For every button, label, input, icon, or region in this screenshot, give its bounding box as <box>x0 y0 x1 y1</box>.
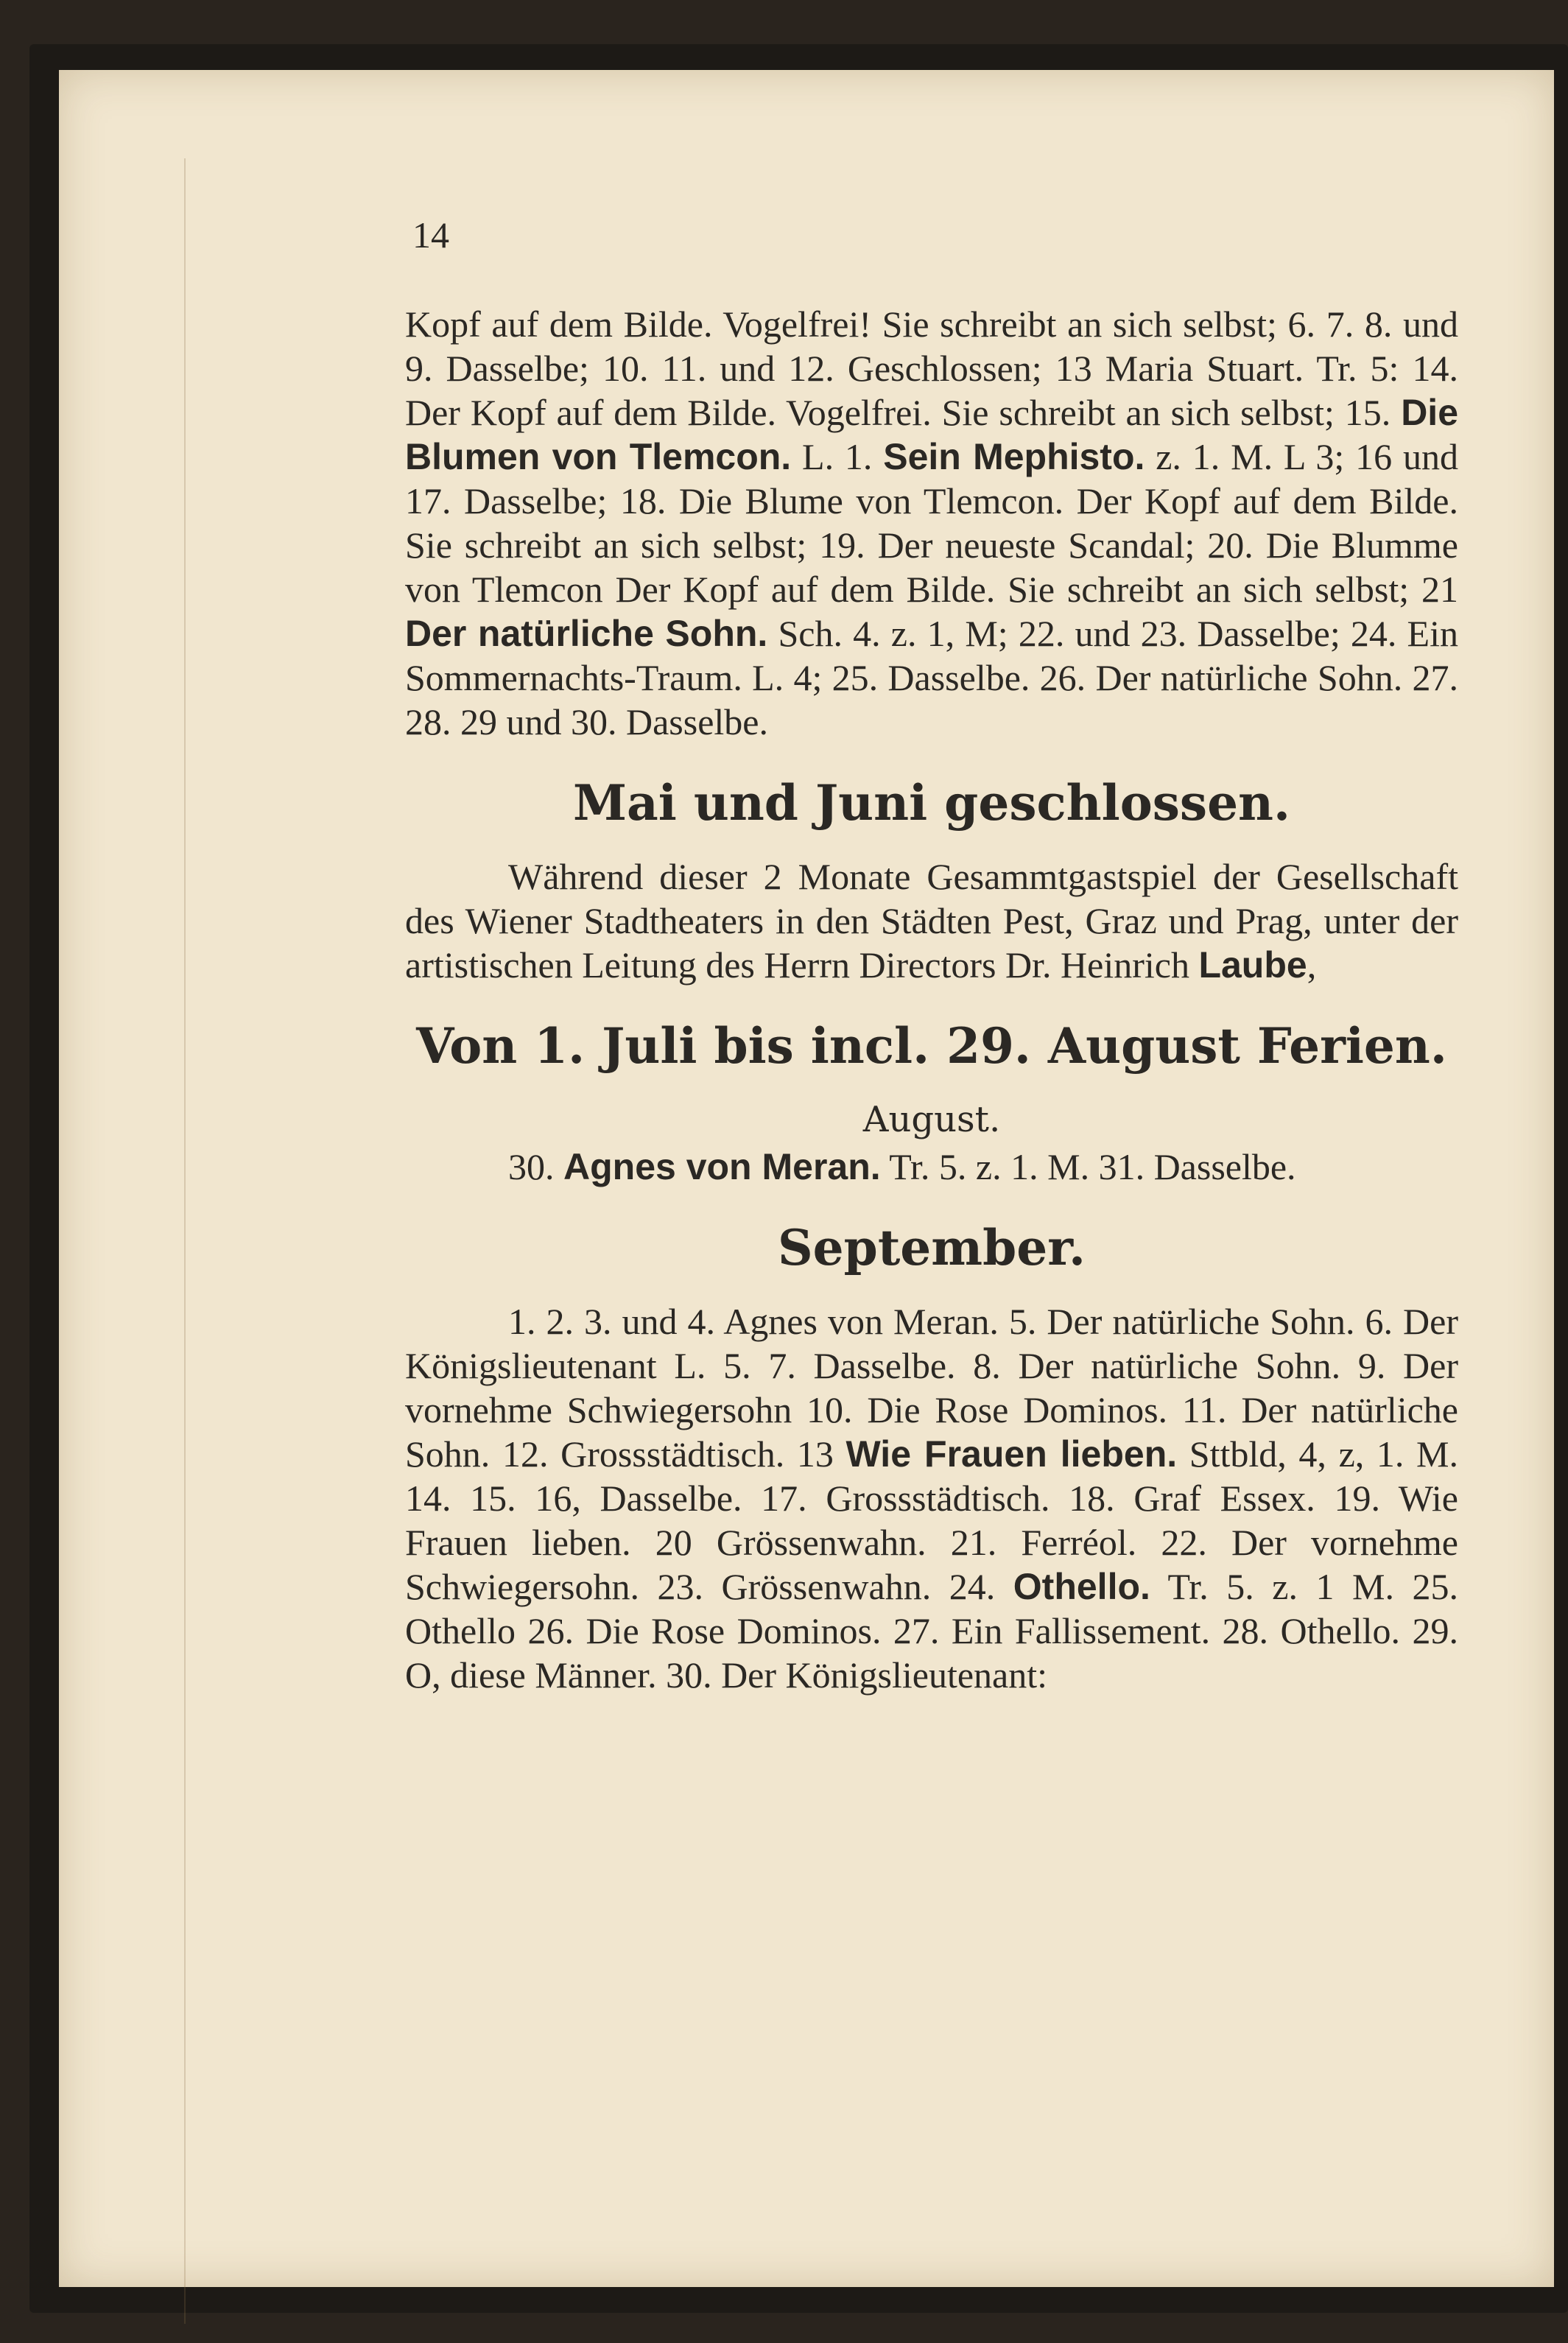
text-run: 1. 2. 3. und 4. Agnes von Meran. 5. Der natürliche Sohn. 6. Der Königslieutenant L. 5. 7. Dasselbe. 8. Der natürliche Sohn. 9. Der vornehme Schwiegersohn 10. Die Rose Dominos. 11. Der natürliche Sohn. 12. Grossstädtisch. 13 <box>405 1301 1458 1475</box>
text-run: Tr. 5. z. 1 M. 25. Othello 26. Die Rose Dominos. 27. Ein Fallissement. 28. Othello. 29. O, diese Männer. 30. Der Königslieutenant: <box>405 1566 1458 1696</box>
heading-september: September. <box>778 1219 1086 1276</box>
play-title: Der natürliche Sohn. <box>405 613 768 654</box>
text-run: Sttbld, 4, z, 1. M. 14. 15. 16, Dasselbe. 17. Grossstädtisch. 18. Graf Essex. 19. Wie Frauen lieben. 20 Grössenwahn. 21. Ferréol. 22. Der vornehme Schwiegersohn. 23. Grössenwahn. 24. <box>405 1433 1459 1607</box>
text-run: , <box>1307 944 1317 986</box>
subheading-august: August. <box>862 1099 1001 1140</box>
play-title: Wie Frauen lieben. <box>845 1433 1178 1475</box>
paragraph-2 <box>405 854 1458 987</box>
august-entry <box>405 1145 1458 1189</box>
heading-mai-juni: Mai und Juni geschlossen. <box>572 774 1291 832</box>
page-gutter-line <box>184 158 186 2324</box>
page-number: 14 <box>412 214 449 256</box>
play-title: Othello. <box>1013 1566 1150 1607</box>
paragraph-3 <box>405 1299 1458 1697</box>
heading-ferien: Von 1. Juli bis incl. 29. August Ferien. <box>416 1017 1447 1075</box>
play-title: Die Blumen von Tlemcon. <box>405 392 1458 477</box>
play-title: Agnes von Meran. <box>563 1146 881 1187</box>
play-title: Sein Mephisto. <box>883 436 1145 477</box>
text-run: Kopf auf dem Bilde. Vogelfrei! Sie schreibt an sich selbst; 6. 7. 8. und 9. Dasselbe; 10. 11. und 12. Geschlossen; 13 Maria Stuart. Tr. 5: 14. Der Kopf auf dem Bilde. Vogelfrei. Sie schreibt an sich selbst; 15. <box>405 303 1458 433</box>
page-text <box>405 206 1458 1697</box>
paragraph-1 <box>405 302 1458 744</box>
text-run: Sch. 4. z. 1, M; 22. und 23. Dasselbe; 24. Ein Sommernachts-Traum. L. 4; 25. Dasselbe. 26. Der natürliche Sohn. 27. 28. 29 und 30. Dasselbe. <box>405 613 1458 742</box>
text-run: Tr. 5. z. 1. M. 31. Dasselbe. <box>880 1146 1296 1187</box>
text-run: Während dieser 2 Monate Gesammtgastspiel der Gesellschaft des Wiener Stadtheaters in den Städten Pest, Graz und Prag, unter der artistischen Leitung des Herrn Directors Dr. Heinrich <box>405 856 1458 986</box>
play-title: Laube <box>1198 944 1307 986</box>
text-run: z. 1. M. L 3; 16 und 17. Dasselbe; 18. Die Blume von Tlemcon. Der Kopf auf dem Bilde. Sie schreibt an sich selbst; 19. Der neueste Scandal; 20. Die Blumme von Tlemcon Der Kopf auf dem Bilde. Sie schreibt an sich selbst; 21 <box>405 436 1458 610</box>
text-run: L. 1. <box>791 436 884 477</box>
text-run: 30. <box>508 1146 563 1187</box>
